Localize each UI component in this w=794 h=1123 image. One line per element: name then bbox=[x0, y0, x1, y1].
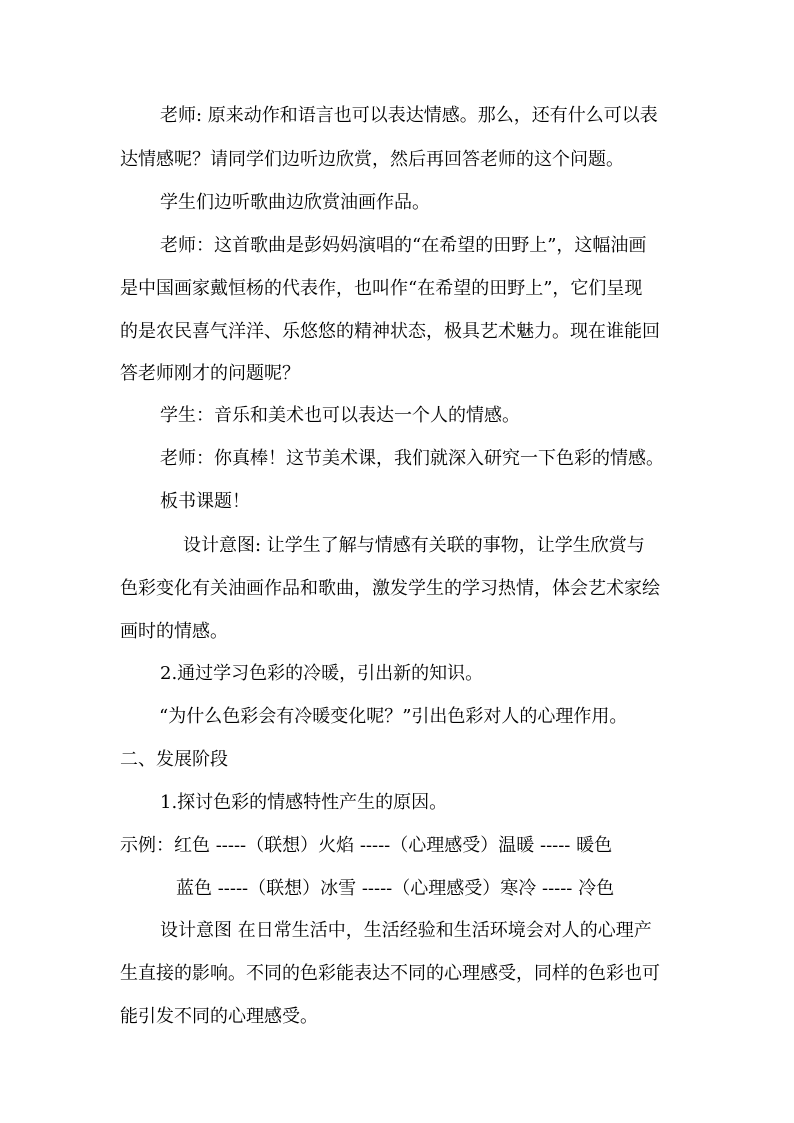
paragraph-line: 答老师刚才的问题呢？ bbox=[120, 363, 300, 384]
paragraph-line: 是中国画家戴恒杨的代表作，也叫作“在希望的田野上”，它们呈现 bbox=[120, 278, 643, 299]
paragraph-line: 学生们边听歌曲边欣赏油画作品。 bbox=[160, 192, 430, 213]
paragraph-line: 能引发不同的心理感受。 bbox=[120, 1006, 318, 1027]
paragraph-line: 设计意图 在日常生活中，生活经验和生活环境会对人的心理产 bbox=[160, 920, 652, 941]
paragraph-line: 老师：你真棒！这节美术课，我们就深入研究一下色彩的情感。 bbox=[160, 448, 664, 469]
paragraph-line: 画时的情感。 bbox=[120, 621, 228, 642]
paragraph-line: 生直接的影响。不同的色彩能表达不同的心理感受，同样的色彩也可 bbox=[120, 963, 660, 984]
paragraph-line: “为什么色彩会有冷暖变化呢？”引出色彩对人的心理作用。 bbox=[159, 706, 628, 727]
paragraph-line: 色彩变化有关油画作品和歌曲，激发学生的学习热情，体会艺术家绘 bbox=[120, 578, 660, 599]
paragraph-line: 2.通过学习色彩的冷暖，引出新的知识。 bbox=[160, 663, 484, 684]
paragraph-line: 的是农民喜气洋洋、乐悠悠的精神状态，极具艺术魅力。现在谁能回 bbox=[120, 321, 660, 342]
example-line: 蓝色 -----（联想）冰雪 -----（心理感受）寒冷 ----- 冷色 bbox=[176, 878, 615, 899]
paragraph-line: 设计意图: 让学生了解与情感有关联的事物，让学生欣赏与 bbox=[183, 535, 645, 556]
paragraph-line: 学生：音乐和美术也可以表达一个人的情感。 bbox=[160, 405, 520, 426]
paragraph-line: 老师：这首歌曲是彭妈妈演唱的“在希望的田野上”，这幅油画 bbox=[160, 235, 647, 256]
paragraph-line: 老师: 原来动作和语言也可以表达情感。那么，还有什么可以表 bbox=[160, 105, 658, 126]
paragraph-line: 达情感呢？请同学们边听边欣赏，然后再回答老师的这个问题。 bbox=[120, 149, 624, 170]
paragraph-line: 1.探讨色彩的情感特性产生的原因。 bbox=[160, 792, 448, 813]
section-heading: 二、发展阶段 bbox=[120, 749, 228, 770]
paragraph-line: 板书课题！ bbox=[160, 491, 250, 512]
example-line: 示例：红色 -----（联想）火焰 -----（心理感受）温暖 ----- 暖色 bbox=[120, 835, 613, 856]
